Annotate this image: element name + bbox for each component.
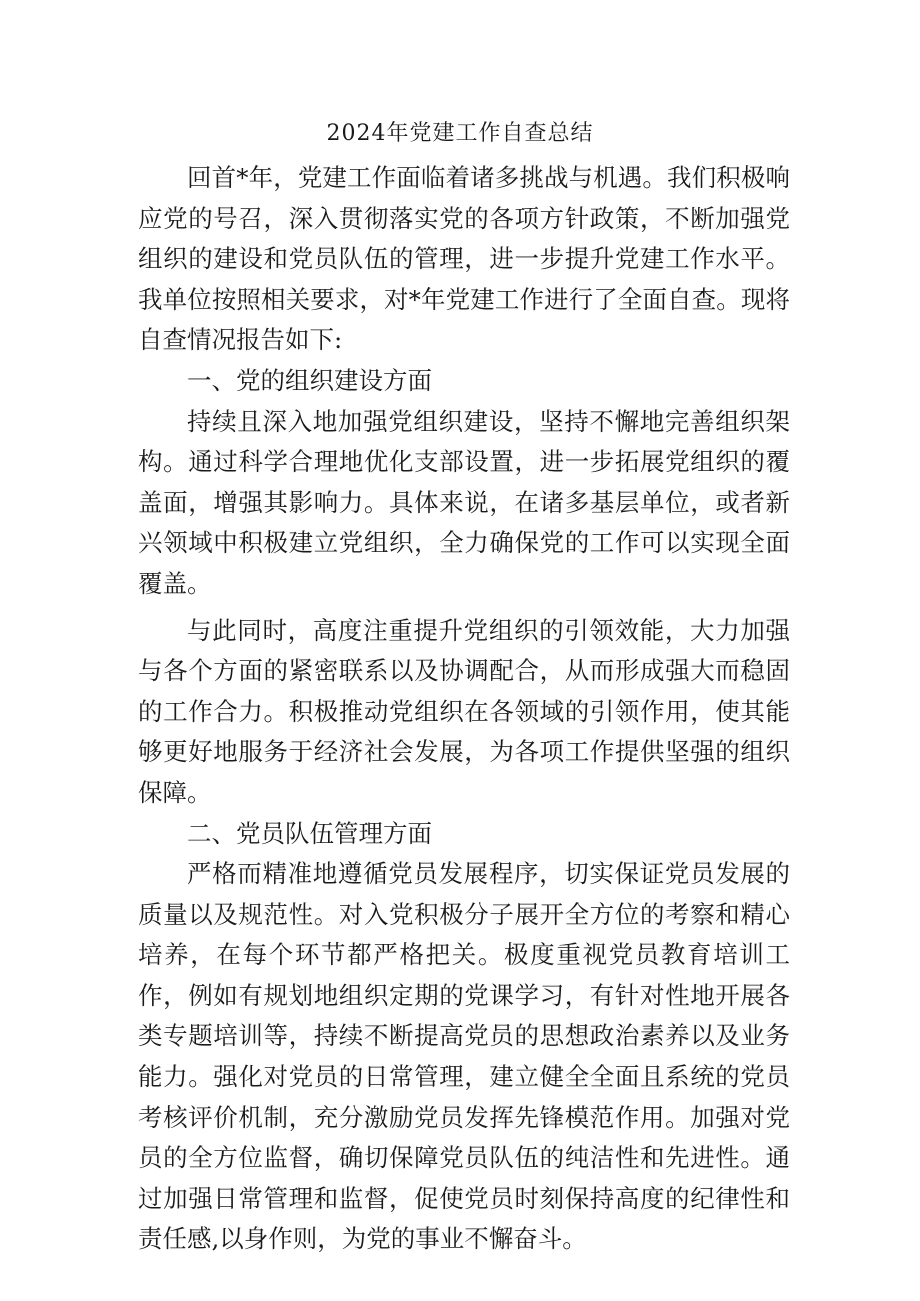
section-2-paragraph-1: 严格而精准地遵循党员发展程序，切实保证党员发展的质量以及规范性。对入党积极分子展开全方位的考察和精心培养，在每个环节都严格把关。极度重视党员教育培训工作，例如有规划地组织定期的党课学习，有针对性地开展各类专题培训等，持续不断提高党员的思想政治素养以及业务能力。强化对党员的日常管理，建立健全全面且系统的党员考核评价机制，充分激励党员发挥先锋模范作用。加强对党员的全方位监督，确切保障党员队伍的纯洁性和先进性。通过加强日常管理和监督，促使党员时刻保持高度的纪律性和责任感,以身作则，为党的事业不懈奋斗。: [138, 859, 790, 1254]
section-heading-organization: 一、党的组织建设方面: [187, 365, 432, 395]
document-title: 2024年党建工作自查总结: [326, 121, 594, 146]
section-1-paragraph-2: 与此同时，高度注重提升党组织的引领效能，大力加强与各个方面的紧密联系以及协调配合，从而形成强大而稳固的工作合力。积极推动党组织在各领域的引领作用，使其能够更好地服务于经济社会发展，为各项工作提供坚强的组织保障。: [138, 615, 790, 807]
section-1-paragraph-1: 持续且深入地加强党组织建设，坚持不懈地完善组织架构。通过科学合理地优化支部设置，进一步拓展党组织的覆盖面，增强其影响力。具体来说，在诸多基层单位，或者新兴领域中积极建立党组织，全力确保党的工作可以实现全面覆盖。: [138, 406, 790, 598]
section-heading-members: 二、党员队伍管理方面: [187, 818, 432, 848]
document-body: [138, 158, 790, 1260]
intro-paragraph: 回首*年，党建工作面临着诸多挑战与机遇。我们积极响应党的号召，深入贯彻落实党的各项方针政策，不断加强党组织的建设和党员队伍的管理，进一步提升党建工作水平。我单位按照相关要求，对*年党建工作进行了全面自查。现将自查情况报告如下:: [138, 163, 790, 355]
